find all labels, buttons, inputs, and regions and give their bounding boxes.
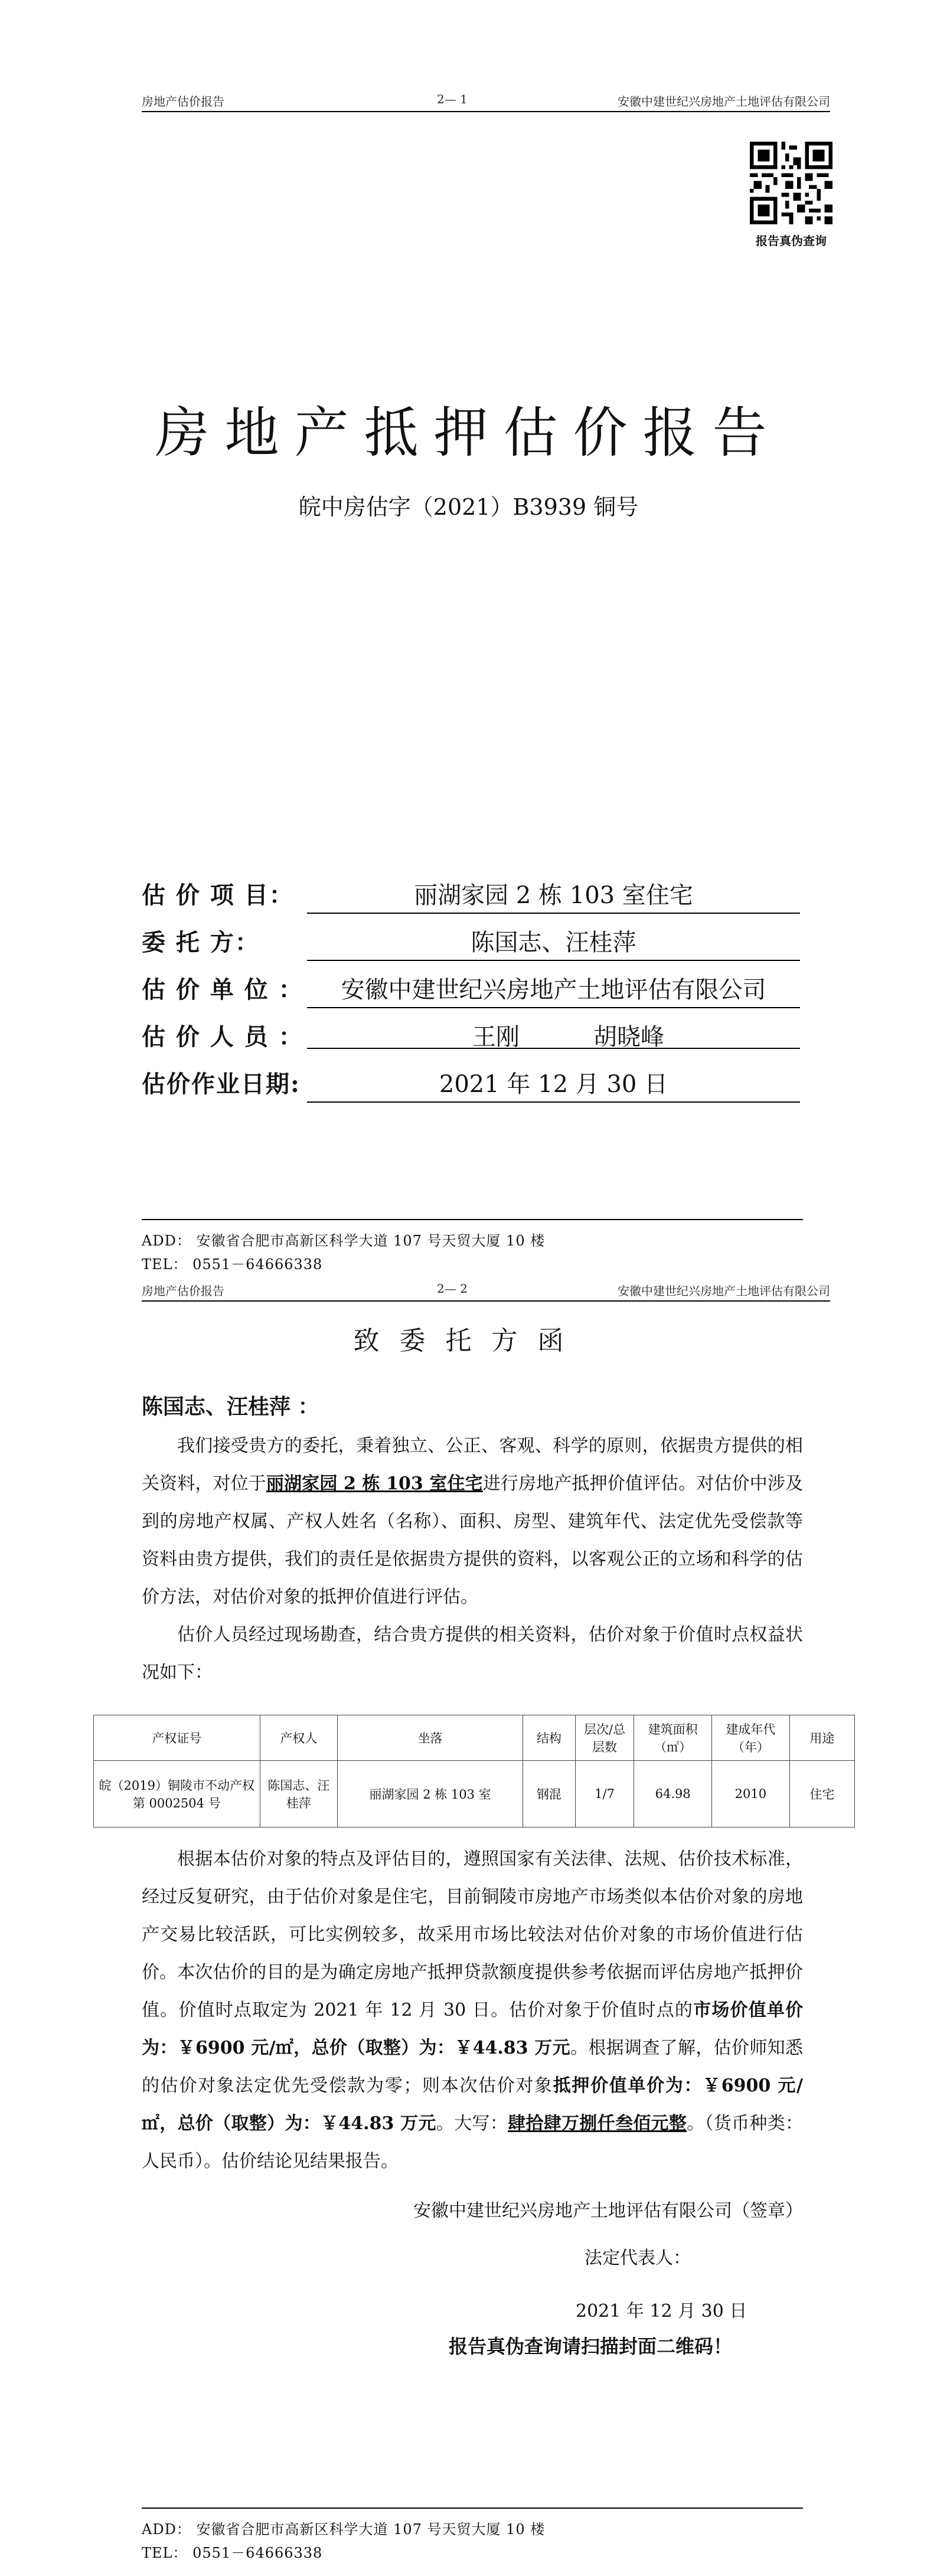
salutation: 陈国志、汪桂萍 ： [142, 1394, 319, 1419]
page-header [142, 89, 830, 109]
info-row-unit [142, 971, 803, 1006]
appraiser-underline [307, 1018, 800, 1049]
project-label: 估 价 项 目： [142, 881, 294, 909]
cell-owner: 陈国志、汪桂萍 [260, 1761, 338, 1828]
unit-value: 安徽中建世纪兴房地产土地评估有限公司 [307, 971, 800, 1008]
info-row-date [142, 1065, 803, 1101]
col-header: 结构 [523, 1715, 575, 1761]
p4-text-cont: 。根据调查了解，估价师知悉的估价对象法定优先受偿款为零；则本次估价对象 [142, 2038, 803, 2096]
verification-note: 报告真伪查询请扫描封面二维码！ [449, 2335, 733, 2358]
appraiser-2: 胡晓峰 [593, 1024, 664, 1051]
p1-text: 我们接受贵方的委托，秉着独立、公正、客观、科学的原则，依据贵方提供的相关资料，对位于 [142, 1436, 803, 1494]
header-company: 安徽中建世纪兴房地产土地评估有限公司 [618, 1284, 830, 1298]
paragraph-2: 估价人员经过现场勘查，结合贵方提供的相关资料，估价对象于价值时点权益状况如下： [142, 1624, 803, 1683]
footer-rule [142, 2508, 803, 2509]
market-value: 市场价值单价为：￥6900 元/㎡，总价（取整）为：￥44.83 万元 [142, 2000, 804, 2058]
header-rule [142, 1300, 830, 1302]
qr-code-icon[interactable] [750, 142, 832, 224]
letter-title: 致委托方函 [353, 1326, 584, 1356]
page-header [142, 1278, 830, 1296]
p4-uppercase-label: 。大写： [436, 2113, 508, 2134]
property-table [93, 1715, 855, 1828]
project-value: 丽湖家园 2 栋 103 室住宅 [307, 877, 800, 914]
header-page-number: 2— 1 [437, 92, 468, 106]
document-number: 皖中房估字（2021）B3939 铜号 [298, 494, 639, 520]
header-page-number: 2— 2 [437, 1282, 468, 1296]
cell-use: 住宅 [789, 1761, 854, 1828]
col-header: 层次/总层数 [575, 1715, 634, 1761]
cover-page [0, 0, 937, 1287]
table-row [94, 1761, 855, 1828]
table-header-row [94, 1715, 855, 1761]
p4-text: 本次估价的目的是为确定房地产抵押贷款额度提供参考依据而评估房地产抵押价值。价值时点取定为 2021 年 12 月 30 日。估价对象于价值时点的 [142, 1962, 803, 2021]
legal-representative: 法定代表人： [585, 2248, 691, 2268]
cell-location: 丽湖家园 2 栋 103 室 [338, 1761, 523, 1828]
paragraph-1 [142, 1427, 803, 1616]
date-label: 估价作业日期: [142, 1070, 301, 1098]
info-row-client [142, 924, 803, 959]
info-row-appraiser [142, 1018, 803, 1054]
property-address: 丽湖家园 2 栋 103 室住宅 [266, 1473, 483, 1494]
header-company: 安徽中建世纪兴房地产土地评估有限公司 [618, 94, 830, 109]
client-label: 委 托 方： [142, 929, 260, 956]
col-header: 产权人 [260, 1715, 338, 1761]
value-in-words: 肆拾肆万捌仟叁佰元整 [508, 2113, 687, 2134]
cell-area: 64.98 [634, 1761, 712, 1828]
header-rule [142, 111, 830, 112]
appraiser-1: 王刚 [472, 1024, 520, 1051]
appraiser-label: 估 价 人 员 ： [142, 1023, 303, 1051]
p1-text-cont: 进行房地产抵押价值评估。对估价中涉及到的房地产权属、产权人姓名（名称）、面积、房型、建筑年代、法定优先受偿款等资料由贵方提供，我们的责任是依据贵方提供的资料，以客观公正的立场和科学的估价方法，对估价对象的抵押价值进行评估。 [142, 1473, 804, 1607]
date-value: 2021 年 12 月 30 日 [307, 1065, 800, 1103]
client-value: 陈国志、汪桂萍 [307, 924, 800, 961]
qr-label: 报告真伪查询 [756, 234, 827, 248]
footer-address: ADD： 安徽省合肥市高新区科学大道 107 号天贸大厦 10 楼 [142, 1233, 546, 1249]
footer-address: ADD： 安徽省合肥市高新区科学大道 107 号天贸大厦 10 楼 [142, 2521, 546, 2538]
footer-tel: TEL： 0551－64666338 [142, 2545, 323, 2561]
info-row-project [142, 877, 803, 912]
col-header: 坐落 [338, 1715, 523, 1761]
col-header: 建成年代（年） [712, 1715, 790, 1761]
company-signature: 安徽中建世纪兴房地产土地评估有限公司（签章） [413, 2201, 803, 2221]
cell-cert-no: 皖（2019）铜陵市不动产权第 0002504 号 [94, 1761, 260, 1828]
paragraph-3: 根据本估价对象的特点及评估目的，遵照国家有关法律、法规、估价技术标准，经过反复研究，由于估价对象是住宅，目前铜陵市房地产市场类似本估价对象的房地产交易比较活跃，可比实例较多，故采用市场比较法对估价对象的市场价值进行估价。 [142, 1849, 803, 1983]
footer-rule [142, 1219, 803, 1220]
p4-text-end: 。（货币种类：人民币）。估价结论见结果报告。 [142, 2113, 804, 2172]
cell-floor: 1/7 [575, 1761, 634, 1828]
cell-year: 2010 [712, 1761, 790, 1828]
cell-structure: 钢混 [523, 1761, 575, 1828]
header-left: 房地产估价报告 [142, 94, 224, 109]
report-title: 房地产抵押估价报告 [155, 401, 782, 465]
col-header: 用途 [789, 1715, 854, 1761]
unit-label: 估 价 单 位 ： [142, 976, 303, 1003]
mortgage-value: 抵押价值单价为：￥6900 元/㎡，总价（取整）为：￥44.83 万元 [142, 2075, 803, 2134]
letter-date: 2021 年 12 月 30 日 [576, 2301, 747, 2322]
col-header: 建筑面积（㎡） [634, 1715, 712, 1761]
paragraph-4 [142, 1954, 803, 2181]
col-header: 产权证号 [94, 1715, 260, 1761]
footer-tel: TEL： 0551－64666338 [142, 1256, 323, 1273]
header-left: 房地产估价报告 [142, 1284, 224, 1298]
